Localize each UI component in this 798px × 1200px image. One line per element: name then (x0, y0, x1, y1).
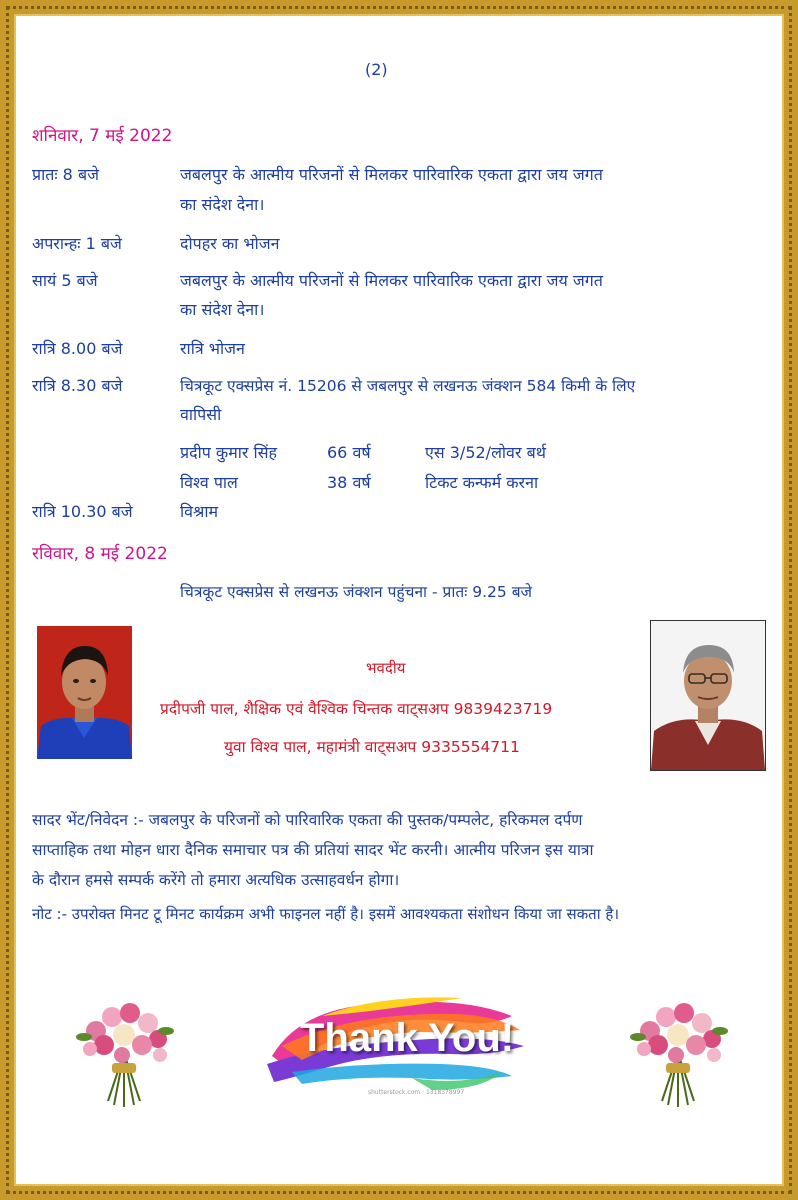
signature-line-2: युवा विश्व पाल, महामंत्री वाट्सअप 9335554711 (224, 738, 520, 756)
request-line: के दौरान हमसे सम्पर्क करेंगे तो हमारा अत्यधिक उत्साहवर्धन होगा। (32, 871, 400, 889)
request-line: साप्ताहिक तथा मोहन धारा दैनिक समाचार पत्र की प्रतियां सादर भेंट करनी। आत्मीय परिजन इस यात्रा (32, 841, 594, 859)
portrait-photo-left (37, 626, 132, 759)
time-slot: अपरान्हः 1 बजे (32, 234, 122, 253)
passenger-name: प्रदीप कुमार सिंह (180, 443, 278, 462)
flower-bouquet-right (628, 993, 728, 1108)
closing-text: भवदीय (366, 659, 406, 677)
flower-bouquet-left (74, 993, 174, 1108)
stock-watermark: shutterstock.com · 1318378997 (368, 1089, 465, 1096)
thank-you-graphic (262, 986, 528, 1096)
thank-you-text: Thank You! (300, 1016, 515, 1060)
activity-line: दोपहर का भोजन (180, 234, 280, 253)
activity-line: चित्रकूट एक्सप्रेस नं. 15206 से जबलपुर से लखनऊ जंक्शन 584 किमी के लिए (180, 377, 636, 395)
passenger-ticket: टिकट कन्फर्म करना (425, 473, 539, 492)
passenger-ticket: एस 3/52/लोवर बर्थ (425, 443, 546, 462)
time-slot: प्रातः 8 बजे (32, 165, 99, 184)
activity-line: का संदेश देना। (180, 195, 265, 214)
passenger-name: विश्व पाल (180, 473, 238, 492)
signature-line-1: प्रदीपजी पाल, शैक्षिक एवं वैश्विक चिन्तक वाट्सअप 9839423719 (160, 700, 553, 718)
time-slot: रात्रि 8.30 बजे (32, 376, 123, 395)
activity-line: का संदेश देना। (180, 300, 265, 319)
request-line: सादर भेंट/निवेदन :- जबलपुर के परिजनों को पारिवारिक एकता की पुस्तक/पम्पलेट, हरिकमल दर्पण (32, 811, 583, 829)
day1-heading: शनिवार, 7 मई 2022 (32, 126, 173, 146)
activity-line: विश्राम (180, 502, 219, 521)
portrait-photo-right (650, 620, 766, 771)
passenger-age: 38 वर्ष (327, 473, 371, 492)
time-slot: रात्रि 8.00 बजे (32, 339, 123, 358)
time-slot: रात्रि 10.30 बजे (32, 502, 133, 521)
day2-activity: चित्रकूट एक्सप्रेस से लखनऊ जंक्शन पहुंचना - प्रातः 9.25 बजे (180, 583, 533, 601)
activity-line: वापिसी (180, 405, 222, 424)
page-number: (2) (365, 60, 388, 79)
time-slot: सायं 5 बजे (32, 271, 98, 290)
day2-heading: रविवार, 8 मई 2022 (32, 544, 168, 564)
activity-line: जबलपुर के आत्मीय परिजनों से मिलकर पारिवारिक एकता द्वारा जय जगत (180, 271, 603, 290)
activity-line: जबलपुर के आत्मीय परिजनों से मिलकर पारिवारिक एकता द्वारा जय जगत (180, 165, 603, 184)
note-line: नोट :- उपरोक्त मिनट टू मिनट कार्यक्रम अभी फाइनल नहीं है। इसमें आवश्यकता संशोधन किया जा सकता है। (32, 905, 620, 923)
passenger-age: 66 वर्ष (327, 443, 371, 462)
activity-line: रात्रि भोजन (180, 339, 245, 358)
